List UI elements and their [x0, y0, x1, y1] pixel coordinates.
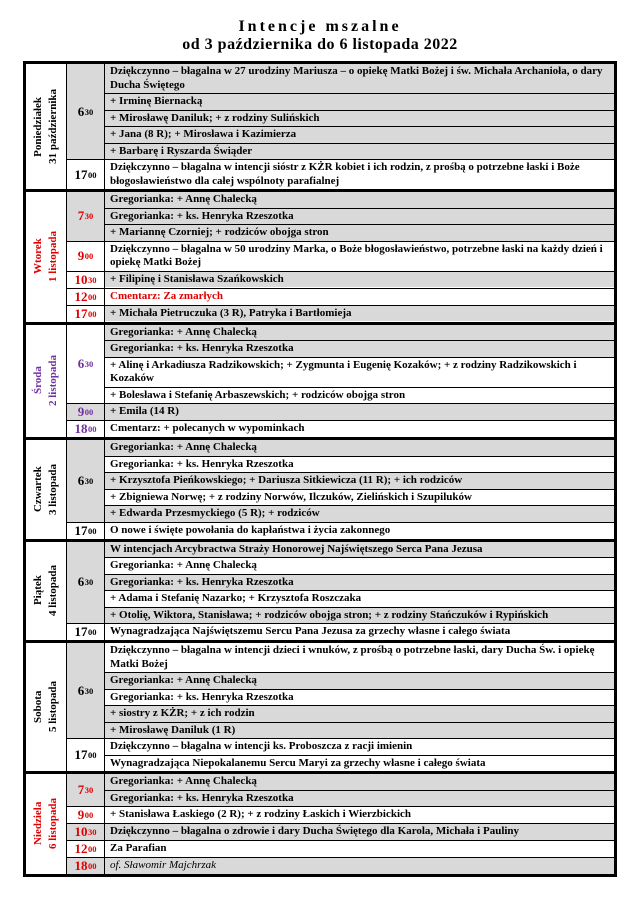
- intention-row: Gregorianka: + ks. Henryka Rzeszotka: [105, 575, 614, 592]
- day-name: Wtorek: [32, 238, 45, 275]
- day-label-cell-sroda: [26, 325, 67, 438]
- day-block-sobota: [26, 643, 614, 774]
- mass-slot-sobota-630: [67, 643, 614, 739]
- intention-row: Wynagradzająca Najświętszemu Sercu Pana Jezusa za grzechy własne i całego świata: [105, 624, 614, 640]
- mass-slot-wtorek-730: [67, 192, 614, 242]
- intention-rows: [105, 624, 614, 640]
- intention-row: Gregorianka: + ks. Henryka Rzeszotka: [105, 690, 614, 707]
- intention-row: Gregorianka: + Annę Chalecką: [105, 192, 614, 209]
- intention-rows: [105, 774, 614, 806]
- day-label-cell-niedziela: [26, 774, 67, 874]
- time-hour: 7: [77, 782, 85, 797]
- day-block-niedziela: [26, 774, 614, 874]
- day-name: Niedziela: [32, 802, 45, 846]
- intention-row: + Emila (14 R): [105, 404, 614, 420]
- day-name: Czwartek: [32, 466, 45, 513]
- intention-row: Za Parafian: [105, 841, 614, 857]
- day-label-cell-piatek: [26, 542, 67, 641]
- intention-row: + Jana (8 R); + Mirosława i Kazimierza: [105, 127, 614, 144]
- time-hour: 17: [74, 305, 88, 321]
- intention-row: Dziękczynno – błagalna o zdrowie i dary Ducha Świętego dla Karola, Michała i Pauliny: [105, 824, 614, 840]
- day-slots-czwartek: [67, 440, 614, 539]
- mass-slot-wtorek-1030: [67, 272, 614, 289]
- intention-row: + Mariannę Czorniej; + rodziców obojga stron: [105, 225, 614, 241]
- intention-row: Dziękczynno – błagalna w 27 urodziny Mariusza – o opiekę Matki Bożej i św. Michała Archanioła, o dary Ducha Świętego: [105, 64, 614, 94]
- intention-row: Dziękczynno – błagalna w 50 urodziny Marka, o Boże błogosławieństwo, potrzebne łaski na każdy dzień i opiekę Matki Bożej: [105, 242, 614, 271]
- intention-rows: [105, 841, 614, 857]
- intention-row: + Adama i Stefanię Nazarko; + Krzysztofa Roszczaka: [105, 591, 614, 608]
- intention-rows: [105, 242, 614, 271]
- day-name: Piątek: [32, 575, 45, 606]
- mass-slot-niedziela-1030: [67, 824, 614, 841]
- time-hour: 12: [74, 841, 88, 856]
- mass-slot-sobota-1700: [67, 739, 614, 771]
- mass-slot-czwartek-1700: [67, 523, 614, 539]
- intention-row: + Mirosławę Daniluk (1 R): [105, 723, 614, 739]
- intention-row: + Bolesława i Stefanię Arbaszewskich; + rodziców obojga stron: [105, 388, 614, 404]
- intention-row: Gregorianka: + Annę Chalecką: [105, 774, 614, 791]
- intention-rows: [105, 824, 614, 840]
- time-hour: 6: [77, 574, 85, 590]
- time-hour: 17: [74, 522, 88, 538]
- day-date: 31 października: [47, 89, 59, 164]
- day-slots-poniedzialek: [67, 64, 614, 189]
- mass-slot-piatek-1700: [67, 624, 614, 640]
- day-block-poniedzialek: [26, 64, 614, 192]
- day-slots-sobota: [67, 643, 614, 771]
- intention-rows: [105, 289, 614, 305]
- mass-slot-wtorek-900: [67, 242, 614, 272]
- time-hour: 6: [77, 682, 85, 698]
- mass-slot-sroda-900: [67, 404, 614, 421]
- mass-slot-niedziela-1800: [67, 858, 614, 874]
- time-hour: 18: [74, 858, 88, 873]
- intention-rows: [105, 858, 614, 874]
- intention-rows: [105, 421, 614, 437]
- mass-time: 6 30: [67, 643, 105, 738]
- document-title-block: [23, 18, 617, 54]
- intention-rows: [105, 440, 614, 522]
- time-hour: 18: [74, 421, 88, 436]
- mass-time: 17 00: [67, 523, 105, 539]
- intention-row: Gregorianka: + ks. Henryka Rzeszotka: [105, 209, 614, 226]
- mass-time: 12 00: [67, 841, 105, 857]
- mass-time: 9 00: [67, 242, 105, 271]
- time-hour: 7: [77, 208, 85, 224]
- mass-time: 10 30: [67, 824, 105, 840]
- day-label-poniedzialek: [31, 89, 61, 164]
- mass-time: 12 00: [67, 289, 105, 305]
- intention-row: + Mirosławę Daniluk; + z rodziny Sulińskich: [105, 111, 614, 128]
- time-hour: 10: [74, 271, 88, 287]
- day-date: 5 listopada: [47, 681, 59, 733]
- intention-rows: [105, 325, 614, 404]
- mass-slot-niedziela-1200: [67, 841, 614, 858]
- day-date: 1 listopada: [47, 231, 59, 283]
- document-subtitle-date-range: od 3 października do 6 listopada 2022: [182, 36, 458, 53]
- time-hour: 17: [74, 166, 88, 182]
- time-hour: 6: [77, 103, 85, 119]
- time-hour: 9: [77, 404, 85, 419]
- day-label-czwartek: [31, 464, 61, 515]
- mass-slot-czwartek-630: [67, 440, 614, 523]
- mass-time: 17 00: [67, 160, 105, 189]
- mass-slot-sroda-630: [67, 325, 614, 405]
- intention-row: Gregorianka: + ks. Henryka Rzeszotka: [105, 457, 614, 474]
- mass-slot-sroda-1800: [67, 421, 614, 437]
- mass-time: 6 30: [67, 440, 105, 522]
- intention-row: Wynagradzająca Niepokalanemu Sercu Maryi za grzechy własne i całego świata: [105, 756, 614, 772]
- mass-time: 17 00: [67, 624, 105, 640]
- mass-time: 18 00: [67, 421, 105, 437]
- intention-row: of. Sławomir Majchrzak: [105, 858, 614, 874]
- intention-row: + Michała Pietruczuka (3 R), Patryka i Bartłomieja: [105, 306, 614, 322]
- intention-rows: [105, 404, 614, 420]
- day-label-piatek: [31, 565, 61, 616]
- mass-slot-poniedzialek-630: [67, 64, 614, 160]
- mass-time: 6 30: [67, 325, 105, 404]
- mass-time: 7 30: [67, 192, 105, 241]
- mass-slot-wtorek-1700: [67, 306, 614, 322]
- day-label-wtorek: [31, 231, 61, 282]
- intention-row: + Barbarę i Ryszarda Świąder: [105, 144, 614, 160]
- day-name: Środa: [32, 366, 45, 395]
- intention-row: + Edwarda Przesmyckiego (5 R); + rodziców: [105, 506, 614, 522]
- intention-row: Cmentarz: + polecanych w wypominkach: [105, 421, 614, 437]
- intention-row: Gregorianka: + ks. Henryka Rzeszotka: [105, 341, 614, 358]
- intention-row: + siostry z KŻR; + z ich rodzin: [105, 706, 614, 723]
- intention-rows: [105, 807, 614, 823]
- intention-row: Dziękczynno – błagalna w intencji sióstr z KŻR kobiet i ich rodzin, z prośbą o potrzebne łaski i Boże błogosławieństwo dla całej wspólnoty parafialnej: [105, 160, 614, 189]
- intention-row: + Krzysztofa Pieńkowskiego; + Dariusza Sitkiewicza (11 R); + ich rodziców: [105, 473, 614, 490]
- day-slots-wtorek: [67, 192, 614, 322]
- intention-row: + Filipinę i Stanisława Szańkowskich: [105, 272, 614, 288]
- day-date: 3 listopada: [47, 463, 59, 515]
- intention-rows: [105, 643, 614, 738]
- intention-rows: [105, 160, 614, 189]
- time-hour: 9: [77, 248, 85, 263]
- time-hour: 9: [77, 807, 85, 822]
- intention-row: + Irminę Biernacką: [105, 94, 614, 111]
- intention-rows: [105, 192, 614, 241]
- intention-row: Gregorianka: + Annę Chalecką: [105, 325, 614, 342]
- mass-time: 6 30: [67, 542, 105, 624]
- day-label-sobota: [31, 681, 61, 732]
- intention-row: + Alinę i Arkadiusza Radzikowskich; + Zygmunta i Eugenię Kozaków; + z rodziny Radzikowskich i Kozaków: [105, 358, 614, 388]
- mass-slot-niedziela-900: [67, 807, 614, 824]
- day-slots-sroda: [67, 325, 614, 438]
- day-label-niedziela: [31, 798, 61, 849]
- day-label-sroda: [31, 355, 61, 406]
- time-hour: 17: [74, 624, 88, 639]
- day-date: 2 listopada: [47, 355, 59, 407]
- mass-time: 6 30: [67, 64, 105, 159]
- intention-rows: [105, 306, 614, 322]
- mass-slot-wtorek-1200: [67, 289, 614, 306]
- mass-intentions-table: [23, 61, 617, 877]
- intention-row: Gregorianka: + Annę Chalecką: [105, 673, 614, 690]
- intention-rows: [105, 739, 614, 771]
- intention-row: O nowe i święte powołania do kapłaństwa i życia zakonnego: [105, 523, 614, 539]
- day-date: 6 listopada: [47, 798, 59, 850]
- day-slots-niedziela: [67, 774, 614, 874]
- day-slots-piatek: [67, 542, 614, 641]
- mass-time: 7 30: [67, 774, 105, 806]
- intention-row: Gregorianka: + Annę Chalecką: [105, 558, 614, 575]
- mass-slot-piatek-630: [67, 542, 614, 625]
- intention-row: Cmentarz: Za zmarłych: [105, 289, 614, 305]
- intention-row: Dziękczynno – błagalna w intencji dzieci i wnuków, z prośbą o potrzebne łaski, dary Ducha Św. i opiekę Matki Bożej: [105, 643, 614, 673]
- intention-rows: [105, 523, 614, 539]
- intention-row: + Otolię, Wiktora, Stanisława; + rodziców obojga stron; + z rodziny Stańczuków i Rypińskich: [105, 608, 614, 624]
- day-block-czwartek: [26, 440, 614, 542]
- intention-row: W intencjach Arcybractwa Straży Honorowej Najświętszego Serca Pana Jezusa: [105, 542, 614, 559]
- mass-slot-poniedzialek-1700: [67, 160, 614, 189]
- day-label-cell-sobota: [26, 643, 67, 771]
- day-block-piatek: [26, 542, 614, 644]
- mass-time: 18 00: [67, 858, 105, 874]
- mass-slot-niedziela-730: [67, 774, 614, 807]
- time-hour: 10: [74, 824, 88, 839]
- time-hour: 6: [77, 355, 85, 371]
- intention-row: + Zbigniewa Norwę; + z rodziny Norwów, Ilczuków, Zielińskich i Szupiluków: [105, 490, 614, 507]
- day-label-cell-czwartek: [26, 440, 67, 539]
- day-label-cell-wtorek: [26, 192, 67, 322]
- mass-time: 9 00: [67, 807, 105, 823]
- intention-row: + Stanisława Łaskiego (2 R); + z rodziny Łaskich i Wierzbickich: [105, 807, 614, 823]
- intention-rows: [105, 272, 614, 288]
- intention-row: Dziękczynno – błagalna w intencji ks. Proboszcza z racji imienin: [105, 739, 614, 756]
- document-title: Intencje mszalne: [238, 18, 402, 35]
- intention-rows: [105, 64, 614, 159]
- day-name: Poniedziałek: [32, 96, 45, 157]
- day-name: Sobota: [32, 690, 45, 724]
- time-hour: 12: [74, 288, 88, 304]
- time-hour: 17: [74, 747, 88, 762]
- intention-rows: [105, 542, 614, 624]
- day-label-cell-poniedzialek: [26, 64, 67, 189]
- intention-row: Gregorianka: + ks. Henryka Rzeszotka: [105, 791, 614, 807]
- day-block-sroda: [26, 325, 614, 441]
- mass-time: 17 00: [67, 739, 105, 771]
- intention-row: Gregorianka: + Annę Chalecką: [105, 440, 614, 457]
- day-block-wtorek: [26, 192, 614, 325]
- time-hour: 6: [77, 472, 85, 488]
- mass-time: 17 00: [67, 306, 105, 322]
- mass-time: 9 00: [67, 404, 105, 420]
- day-date: 4 listopada: [47, 565, 59, 617]
- mass-time: 10 30: [67, 272, 105, 288]
